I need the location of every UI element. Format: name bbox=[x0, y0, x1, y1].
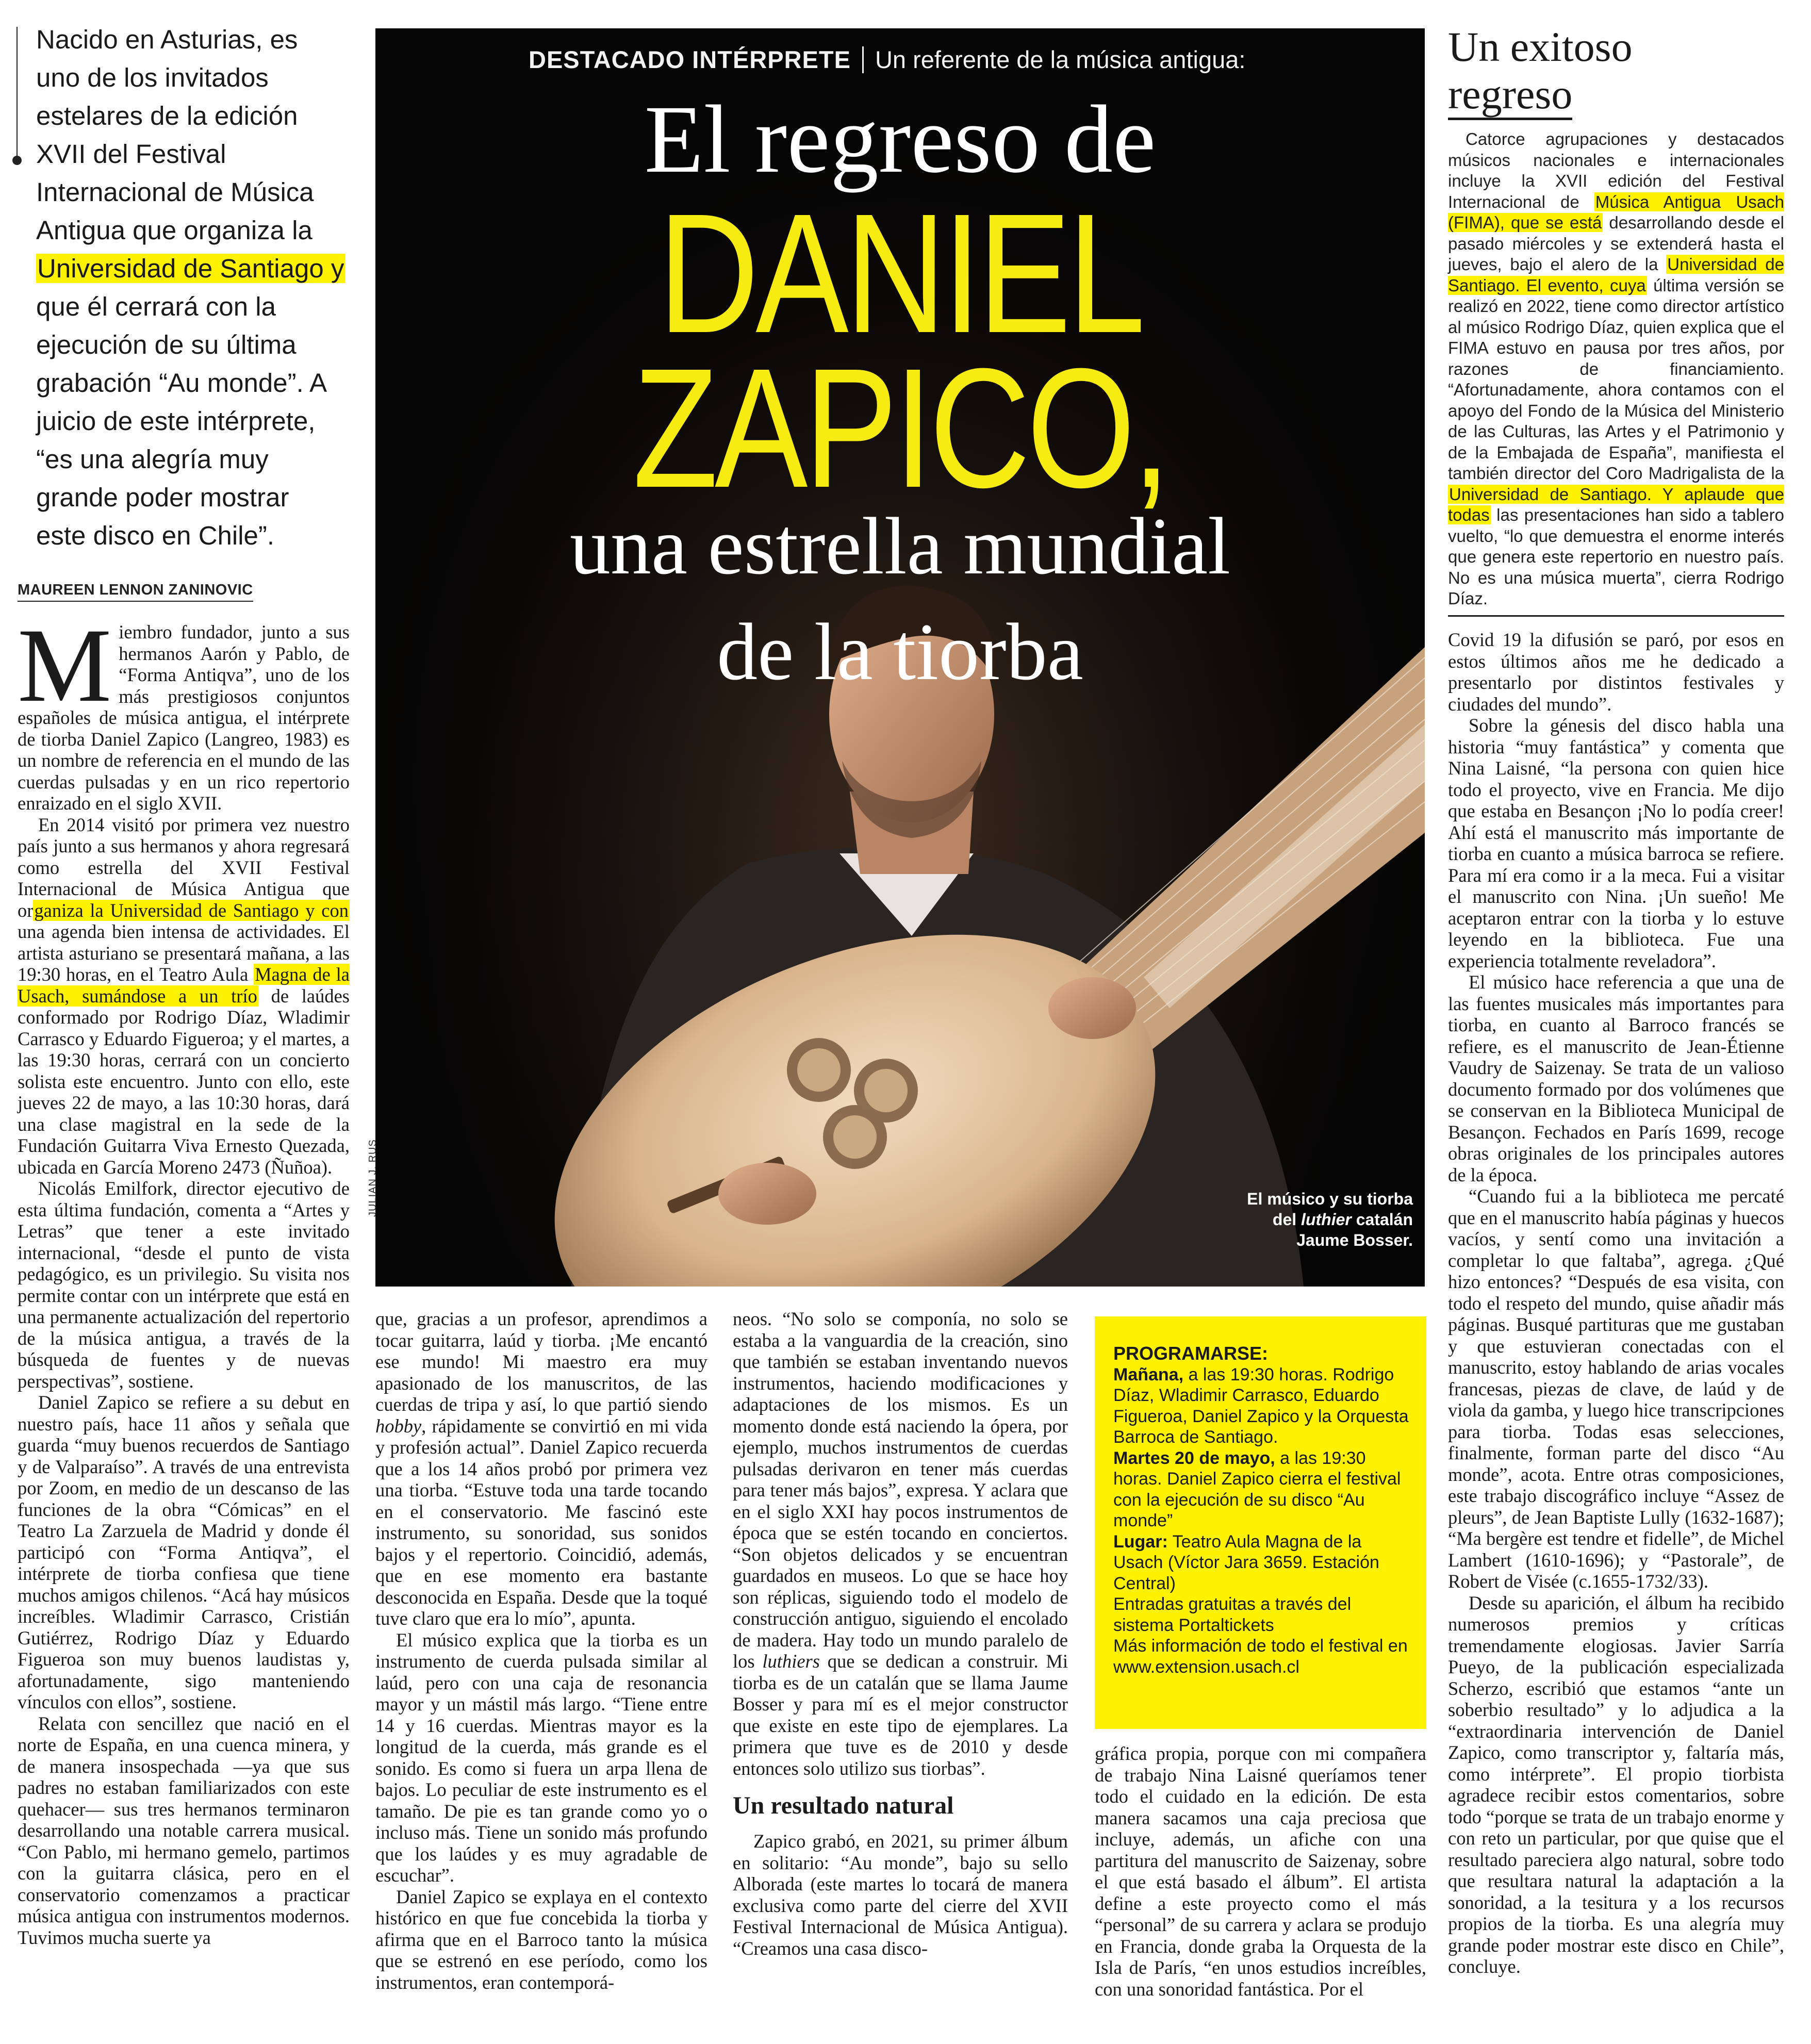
drop-cap: M bbox=[18, 607, 112, 724]
headline-line-5: de la tiorba bbox=[717, 607, 1083, 697]
headline-line-1: El regreso de bbox=[644, 85, 1156, 193]
lede: Nacido en Asturias, es uno de los invitados estelares de la edición XVII del Festival Internacional de Música Antigua que organiza la Universidad de Santiago y que él cerrará con la ejecución de su última grabación “Au monde”. A juicio de este intérprete, “es una alegría muy grande poder mostrar este disco en Chile”. bbox=[36, 25, 344, 550]
byline: MAUREEN LENNON ZANINOVIC bbox=[18, 582, 253, 602]
lede-bullet bbox=[12, 156, 22, 165]
event-info-box: PROGRAMARSE: Mañana, a las 19:30 horas. Rodrigo Díaz, Wladimir Carrasco, Eduardo Figueroa, Daniel Zapico y la Orquesta Barroca de Santiago. Martes 20 de mayo, a las 19:30 horas. Daniel Zapico cierra el festival con la ejecución de su disco “Au monde” Lugar: Teatro Aula Magna de la Usach (Víctor Jara 3659. Estación Central) Entradas gratuitas a través del sistema Portaltickets Más información de todo el festival en www.extension.usach.cl bbox=[1095, 1316, 1426, 1729]
subheading: Un resultado natural bbox=[733, 1792, 954, 1819]
event-info-heading: PROGRAMARSE: bbox=[1113, 1343, 1269, 1364]
headline-line-4: una estrella mundial bbox=[569, 501, 1231, 591]
kicker: DESTACADO INTÉRPRETE Un referente de la música antigua: bbox=[529, 46, 1246, 73]
sidebar-title: Un exitoso regreso bbox=[1448, 23, 1633, 118]
photo-credit: JULIAN J. RUS bbox=[367, 1139, 378, 1217]
article-column-1: Miembro fundador, junto a sus hermanos Aarón y Pablo, de “Forma Antiqva”, uno de los más prestigiosos conjuntos españoles de música antigua, el intérprete de tiorba Daniel Zapico (Langreo, 1983) es un nombre de referencia en el mundo de las cuerdas pulsadas y en un rico repertorio enraizado en el siglo XVII. En 2014 visitó por primera vez nuestro país junto a sus hermanos y ahora regresará como estrella del XVII Festival Internacional de Música Antigua que organiza la Universidad de Santiago y con una agenda bien intensa de actividades. El artista asturiano se presentará mañana, a las 19:30 horas, en el Teatro Aula Magna de la Usach, sumándose a un trío de laúdes conformado por Rodrigo Díaz, Wladimir Carrasco y Eduardo Figueroa; y el martes, a las 19:30 horas, cerrará con un concierto solista este encuentro. Junto con ello, este jueves 22 de mayo, a las 10:30 horas, dará una clase magistral en la sede de la Fundación Guitarra Viva Ernesto Quezada, ubicada en García Moreno 2473 (Ñuñoa). Nicolás Emilfork, director ejecutivo de esta última fundación, comenta a “Artes y Letras” que tener a este invitado internacional, “desde el punto de vista pedagógico, es un privilegio. Su visita nos permite contar con un intérprete que está en una permanente actualización del repertorio de la música antigua, a través de la búsqueda de fuentes y de nuevas perspectivas”, sostiene. Daniel Zapico se refiere a su debut en nuestro país, hace 11 años y señala que guarda “muy buenos recuerdos de Santiago y de Valparaíso”. A través de una entrevista por Zoom, en medio de un descanso de las funciones de la obra “Cómicas” en el Teatro La Zarzuela de Madrid y donde él participó con “Forma Antiqva”, el intérprete de tiorba confiesa que tiene muchos amigos chilenos. “Acá hay músicos increíbles. Wladimir Carrasco, Cristián Gutiérrez, Rodrigo Díaz y Eduardo Figueroa son muy buenos laudistas y, afortunadamente, sigo manteniendo vínculos con ellos”, sostiene. Relata con sencillez que nació en el norte de España, en una cuenca minera, y de manera insospechada —ya que sus padres no estaban familiarizados con este quehacer— sus tres hermanos terminaron desarrollando una notable carrera musical. “Con Pablo, mi hermano gemelo, partimos con la guitarra clásica, pero en el conservatorio comenzamos a practicar música antigua con instrumentos modernos. Tuvimos mucha suerte ya bbox=[18, 607, 350, 1948]
article-column-4: gráfica propia, porque con mi compañera de trabajo Nina Laisné queríamos tener todo el cuidado en la edición. De esta manera sacamos una caja preciosa que incluye, además, un afiche con una partitura del manuscrito de Saizenay, sobre el que está basado el álbum”. El artista define a este proyecto como el más “personal” de su carrera y aclara se produjo en Francia, donde graba la Orquesta de la Isla de París, “en unos estudios increíbles, con una sonoridad fantástica. Por el bbox=[1095, 1743, 1426, 2000]
lede-highlight: Universidad de Santiago y bbox=[37, 254, 344, 283]
headline-line-3: ZAPICO, bbox=[633, 333, 1167, 523]
sidebar-text: Catorce agrupaciones y destacados músicos nacionales e internacionales incluye la XVII edición del Festival Internacional de Música Antigua Usach (FIMA), que se está desarrollando desde el pasado miércoles y se extenderá hasta el jueves, bajo el alero de la Universidad de Santiago. El evento, cuya última versión se realizó en 2022, tiene como director artístico al músico Rodrigo Díaz, quien explica que el FIMA estuvo en pausa por tres años, por razones de financiamiento. “Afortunadamente, ahora contamos con el apoyo del Fondo de la Música del Ministerio de las Culturas, las Artes y el Patrimonio y de la Embajada de España”, manifiesta el también director del Coro Madrigalista de la Universidad de Santiago. Y aplaude que todas las presentaciones han sido a tablero vuelto, “lo que demuestra el enorme interés que genera este repertorio en nuestro país. No es una música muerta”, cierra Rodrigo Díaz. bbox=[1448, 129, 1785, 608]
article-column-5: Covid 19 la difusión se paró, por esos en estos últimos años me he dedicado a presentarlo por distintos festivales y ciudades del mundo”. Sobre la génesis del disco habla una historia “muy fantástica” y comenta que Nina Laisné, “la persona con quien hice todo el proyecto, vive en Francia. Me dijo que estaba en Besançon ¡No lo podía creer! Ahí está el manuscrito más importante de tiorba en cuanto a música barroca se refiere. Para mí era como ir a la meca. Fui a visitar el manuscrito con Nina. ¡Un sueño! Me aceptaron entrar con la tiorba y lo estuve leyendo en la biblioteca. Fue una experiencia totalmente reveladora”. El músico hace referencia a que una de las fuentes musicales más importantes para tiorba, en cuanto al Barroco francés se refiere, es el manuscrito de Jean-Étienne Vaudry de Saizenay. Se trata de un valioso documento formado por dos volúmenes que se conservan en la Biblioteca Municipal de Besançon. Fechados en París 1699, recoge obras originales de los principales autores de la época. “Cuando fui a la biblioteca me percaté que en el manuscrito había páginas y huecos vacíos, y sentí como una invitación a completar lo que faltaba”, agrega. ¿Qué hizo entonces? “Después de esa visita, con todo el respeto del mundo, quise añadir más páginas. Busqué partituras que me gustaban y que estuvieran conectadas con el manuscrito, estoy hablando de arias vocales francesas, piezas de clave, de laúd y de viola da gamba, y luego hice transcripciones para tiorba. Todas esas selecciones, finalmente, forman parte del disco “Au monde”, acota. Entre otras composiciones, este trabajo discográfico incluye “Assez de pleurs”, de Jean Baptiste Lully (1632-1687); “Ma bergère est tendre et fidelle”, de Michel Lambert (1610-1696); y “Pastorale”, de Robert de Visée (c.1655-1732/33). Desde su aparición, el álbum ha recibido numerosos premios y críticas tremendamente elogiosas. Javier Sarría Pueyo, de la publicación especializada Scherzo, escribió que estamos “ante un soberbio resultado” y lo adjudica a la “extraordinaria intervención de Daniel Zapico, como transcriptor y, faltaría más, como intérprete”. El propio tiorbista agradece recibir estos comentarios, sobre todo “porque se trata de un trabajo enorme y con reto un particular, por que quise que el resultado pareciera algo natural, sobre todo que resultara natural la adaptación a la sonoridad, a la tesitura y a los recursos propios de la tiorba. Es una alegría muy grande poder mostrar este disco en Chile”, concluye. bbox=[1448, 629, 1784, 1977]
article-column-2: que, gracias a un profesor, aprendimos a tocar guitarra, laúd y tiorba. ¡Me encantó ese mundo! Mi maestro era muy apasionado de los manuscritos, de las cuerdas de tripa y así, lo que partió siendo hobby, rápidamente se convirtió en mi vida y profesión actual”. Daniel Zapico recuerda que a los 14 años probó por primera vez una tiorba. “Estuve toda una tarde tocando en el conservatorio. Me fascinó este instrumento, su sonoridad, sus sonidos bajos y el repertorio. Coincidió, además, que en ese momento era bastante desconocida en España. Desde que la toqué tuve claro que era lo mío”, apunta. El músico explica que la tiorba es un instrumento de cuerda pulsada similar al laúd, pero con una caja de resonancia mayor y un mástil más largo. “Tiene entre 14 y 16 cuerdas. Mientras mayor es la longitud de la cuerda, más grande es el sonido. Es como si fuera un arpa llena de bajos. Lo peculiar de este instrumento es el tamaño. De pie es tan grande como yo o incluso más. Tiene un sonido más profundo que los laúdes y es muy agradable de escuchar”. Daniel Zapico se explaya en el contexto histórico en que fue concebida la tiorba y afirma que en el Barroco tanto la música que se estrenó en ese período, como los instrumentos, eran contemporá- bbox=[375, 1308, 707, 1993]
kicker-separator bbox=[862, 46, 864, 73]
sidebar-divider bbox=[1448, 615, 1784, 617]
article-column-3: neos. “No solo se componía, no solo se estaba a la vanguardia de la creación, sino que también se estaban inventando nuevos instrumentos, haciendo modificaciones y adaptaciones de los mismos. Es un momento donde está naciendo la ópera, por ejemplo, muchos instrumentos de cuerdas pulsadas derivaron en tener más cuerdas para tener más bajos”, expresa. Y aclara que en el siglo XXI hay pocos instrumentos de época que se estén tocando en conciertos. “Son objetos delicados y se encuentran guardados en museos. Lo que se hace hoy son réplicas, siguiendo todo el modelo de construcción antiguo, siguiendo el encolado de madera. Hay todo un mundo paralelo de los luthiers que se dedican a construir. Mi tiorba es de un catalán que se llama Jaume Bosser y para mí es el mejor constructor que existe en este tipo de ejemplares. La primera que tuve es de 2010 y desde entonces solo utilizo sus tiorbas”. Un resultado natural Zapico grabó, en 2021, su primer álbum en solitario: “Au monde”, bajo su sello Alborada (este martes lo tocará de manera exclusiva como parte del cierre del XVII Festival Internacional de Música Antigua). “Creamos una casa disco- bbox=[733, 1308, 1068, 1959]
photo-caption: El músico y su tiorba del luthier catalán Jaume Bosser. bbox=[1247, 1190, 1413, 1249]
headline-line-2: DANIEL bbox=[658, 178, 1142, 368]
lede-rule bbox=[17, 27, 18, 156]
